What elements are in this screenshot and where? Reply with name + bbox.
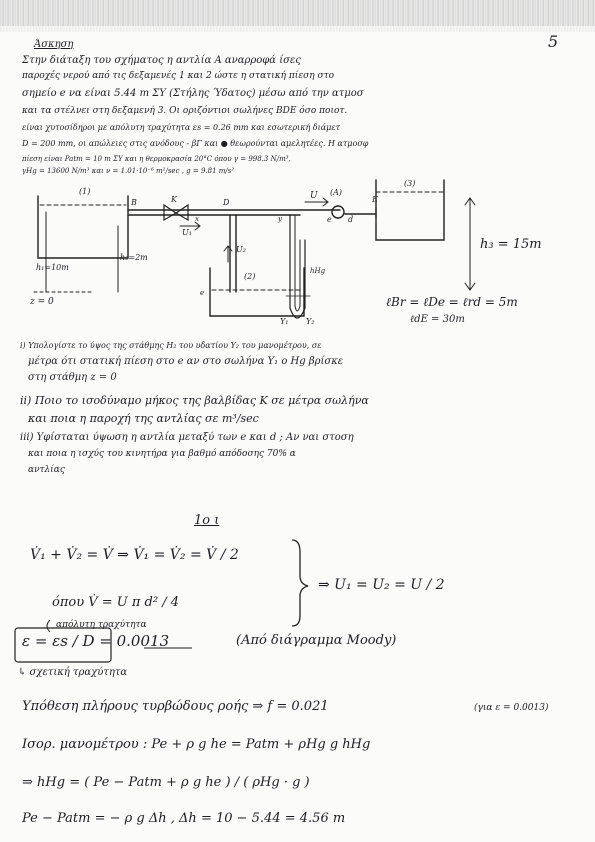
eq-velocity-split: ⇒ U₁ = U₂ = U / 2 — [318, 577, 445, 593]
problem-line-5: είναι χυτοσίδηροι με απόλυτη τραχύτητα εs = 0.26 mm και εσωτερική διάμετ — [22, 123, 341, 132]
label-flow-u: U — [310, 191, 318, 201]
note-turbulent-epsilon: (για ε = 0.0013) — [474, 703, 549, 713]
question-2-line-2: και ποια η παροχή της αντλίας σε m³/sec — [28, 412, 259, 425]
problem-line-8: γHg = 13600 N/m³ και ν = 1.01·10⁻⁶ m²/sec , g = 9.81 m/s² — [22, 167, 235, 175]
label-lengths-1: ℓBr = ℓDe = ℓrd = 5m — [386, 295, 518, 309]
label-point-k: K — [171, 195, 177, 204]
label-pump: (A) — [330, 188, 343, 197]
label-point-b: B — [131, 198, 137, 207]
note-relative-roughness: ↳ σχετική τραχύτητα — [18, 667, 128, 678]
problem-line-6: D = 200 mm, οι απώλειες στις ανόδους - βΓ και ● θεωρούνται αμελητέες. Η ατμοσφ — [22, 139, 369, 148]
label-flow-u1: U₁ — [182, 228, 192, 237]
label-h-hg: hHg — [310, 267, 326, 275]
label-y1: Y₁ — [280, 317, 289, 326]
note-absolute-roughness: απόλυτη τραχύτητα — [56, 620, 147, 630]
label-datum: z = 0 — [30, 297, 54, 307]
solution-section-title: 1ο ι — [194, 513, 220, 528]
label-lengths-2: ℓdE = 30m — [410, 314, 465, 325]
question-3-line-2: και ποια η ισχύς του κινητήρα για βαθμό απόδοσης 70% α — [28, 449, 296, 459]
label-point-e: e — [327, 215, 332, 224]
page-number: 5 — [548, 32, 559, 51]
question-1-line-1: i) Υπολογίστε το ύψος της στάθμης H₂ του υδατίου Y₂ του μανομέτρου, σε — [20, 341, 322, 350]
label-h3: h₃ = 15m — [480, 237, 542, 252]
eq-relative-roughness: ε = εs / D = 0.0013 — [22, 632, 170, 650]
label-tank-3: (3) — [404, 179, 416, 188]
problem-line-3: σημείο e να είναι 5.44 m ΣΥ (Στήλης Ύδατος) μέσω από την ατμοσ — [22, 88, 364, 99]
label-point-e-capital: E — [372, 195, 378, 204]
label-point-d-small: d — [348, 215, 354, 224]
problem-line-4: και τα στέλνει στη δεξαμενή 3. Οι οριζόντιοι σωλήνες ΒDΕ όσο ποιοτ. — [22, 106, 348, 116]
label-tank-1: (1) — [79, 187, 91, 196]
problem-line-2: παροχές νερού από τις δεξαμενές 1 και 2 ώστε η στατική πίεση στο — [22, 71, 335, 81]
note-moody: (Από διάγραμμα Moody) — [236, 633, 397, 648]
eq-h-hg: ⇒ hHg = ( Pe − Patm + ρ g he ) / ( ρHg · g ) — [22, 775, 310, 790]
question-1-line-3: στη στάθμη z = 0 — [28, 372, 117, 383]
exercise-title: Άσκηση — [34, 39, 74, 50]
label-flow-u2: U₂ — [236, 245, 246, 254]
label-point-y: y — [278, 215, 282, 223]
question-2-line-1: ii) Ποιο το ισοδύναμο μήκος της βαλβίδας Κ σε μέτρα σωλήνα — [20, 394, 369, 407]
label-point-x: x — [195, 215, 199, 223]
eq-turbulent-assumption: Υπόθεση πλήρους τυρβώδους ροής ⇒ f = 0.021 — [22, 699, 329, 714]
eq-manometer-balance: Ισορ. μανομέτρου : Pe + ρ g he = Patm + ρHg g hHg — [22, 737, 371, 752]
label-point-e-tank2: e — [200, 289, 205, 297]
problem-line-7: πίεση είναι Patm = 10 m ΣΥ και η θερμοκρασία 20°C όπου γ = 998.3 N/m³, — [22, 155, 291, 163]
question-3-line-1: iii) Υφίσταται ύψωση η αντλία μεταξύ των e και d ; Αν ναι στοση — [20, 432, 354, 443]
problem-line-1: Στην διάταξη του σχήματος η αντλία Α αναρροφά ίσες — [22, 55, 301, 66]
label-h2: h₂=2m — [120, 253, 148, 262]
eq-pressure-difference: Pe − Patm = − ρ g Δh , Δh = 10 − 5.44 = 4.56 m — [22, 811, 346, 826]
label-h1: h₁=10m — [36, 263, 69, 272]
eq-flow-definition: όπου V̇ = U π d² / 4 — [52, 595, 179, 610]
label-y2: Y₂ — [306, 317, 315, 326]
question-1-line-2: μέτρα ότι στατική πίεση στο e αν στο σωλήνα Y₁ ο Hg βρίσκε — [28, 356, 344, 367]
label-point-d: D — [223, 198, 230, 207]
eq-flow-split: V̇₁ + V̇₂ = V̇ ⇒ V̇₁ = V̇₂ = V̇ / 2 — [30, 547, 239, 563]
question-3-line-3: αντλίας — [28, 465, 65, 475]
label-tank-2: (2) — [244, 272, 256, 281]
